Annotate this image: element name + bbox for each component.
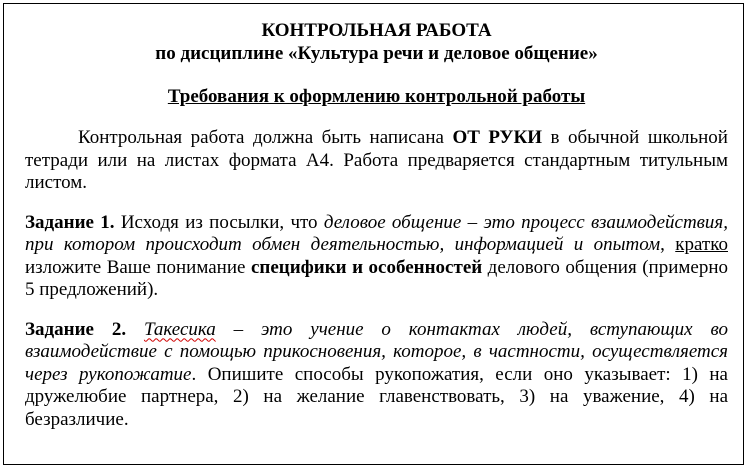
requirements-heading: Требования к оформлению контрольной работы — [167, 86, 586, 107]
task-1-text-1: Исходя из посылки, что — [114, 211, 324, 233]
task-2-paragraph — [25, 319, 728, 432]
document-subtitle: по дисциплине «Культура речи и деловое общение» — [155, 43, 598, 64]
task-2-label: Задание 2. — [25, 318, 127, 340]
document-content — [25, 20, 728, 431]
task-2-definition: – это учение о контактах людей, вступающих во взаимодействие с помощью прикосновения, которое, в частности, осуществляется через рукопожатие — [25, 318, 728, 385]
task-2-text-1 — [126, 319, 144, 340]
task-1-label: Задание 1. — [25, 211, 115, 233]
task-1-underlined-word: кратко — [675, 234, 728, 255]
task-2-text-2: . Опишите способы рукопожатия, если оно указывает: 1) на дружелюбие партнера, 2) на желание главенствовать, 3) на уважение, 4) на безразличие. — [25, 363, 728, 430]
task-1-bold-phrase: специфики и особенностей — [250, 256, 483, 278]
document-frame — [3, 3, 744, 465]
requirements-paragraph — [25, 127, 728, 195]
task-1-text-2: , — [660, 234, 676, 255]
task-1-text-3: изложите Ваше понимание — [25, 256, 251, 278]
document-title: КОНТРОЛЬНАЯ РАБОТА — [261, 20, 492, 41]
requirements-text-1: Контрольная работа должна быть написана — [78, 127, 453, 148]
task-1-definition: деловое общение – это процесс взаимодействия, при котором происходит обмен деятельностью, информацией и опытом — [25, 211, 729, 255]
task-1-text-4: делового общения (примерно 5 предложений). — [25, 256, 728, 300]
task-1-paragraph — [25, 212, 728, 302]
task-2-term: Такесика — [143, 318, 216, 340]
requirements-text-2: в обычной школьной тетради или на листах формата А4. Работа предваряется стандартным титульным листом. — [25, 127, 728, 193]
requirements-emphasis: ОТ РУКИ — [452, 127, 543, 148]
